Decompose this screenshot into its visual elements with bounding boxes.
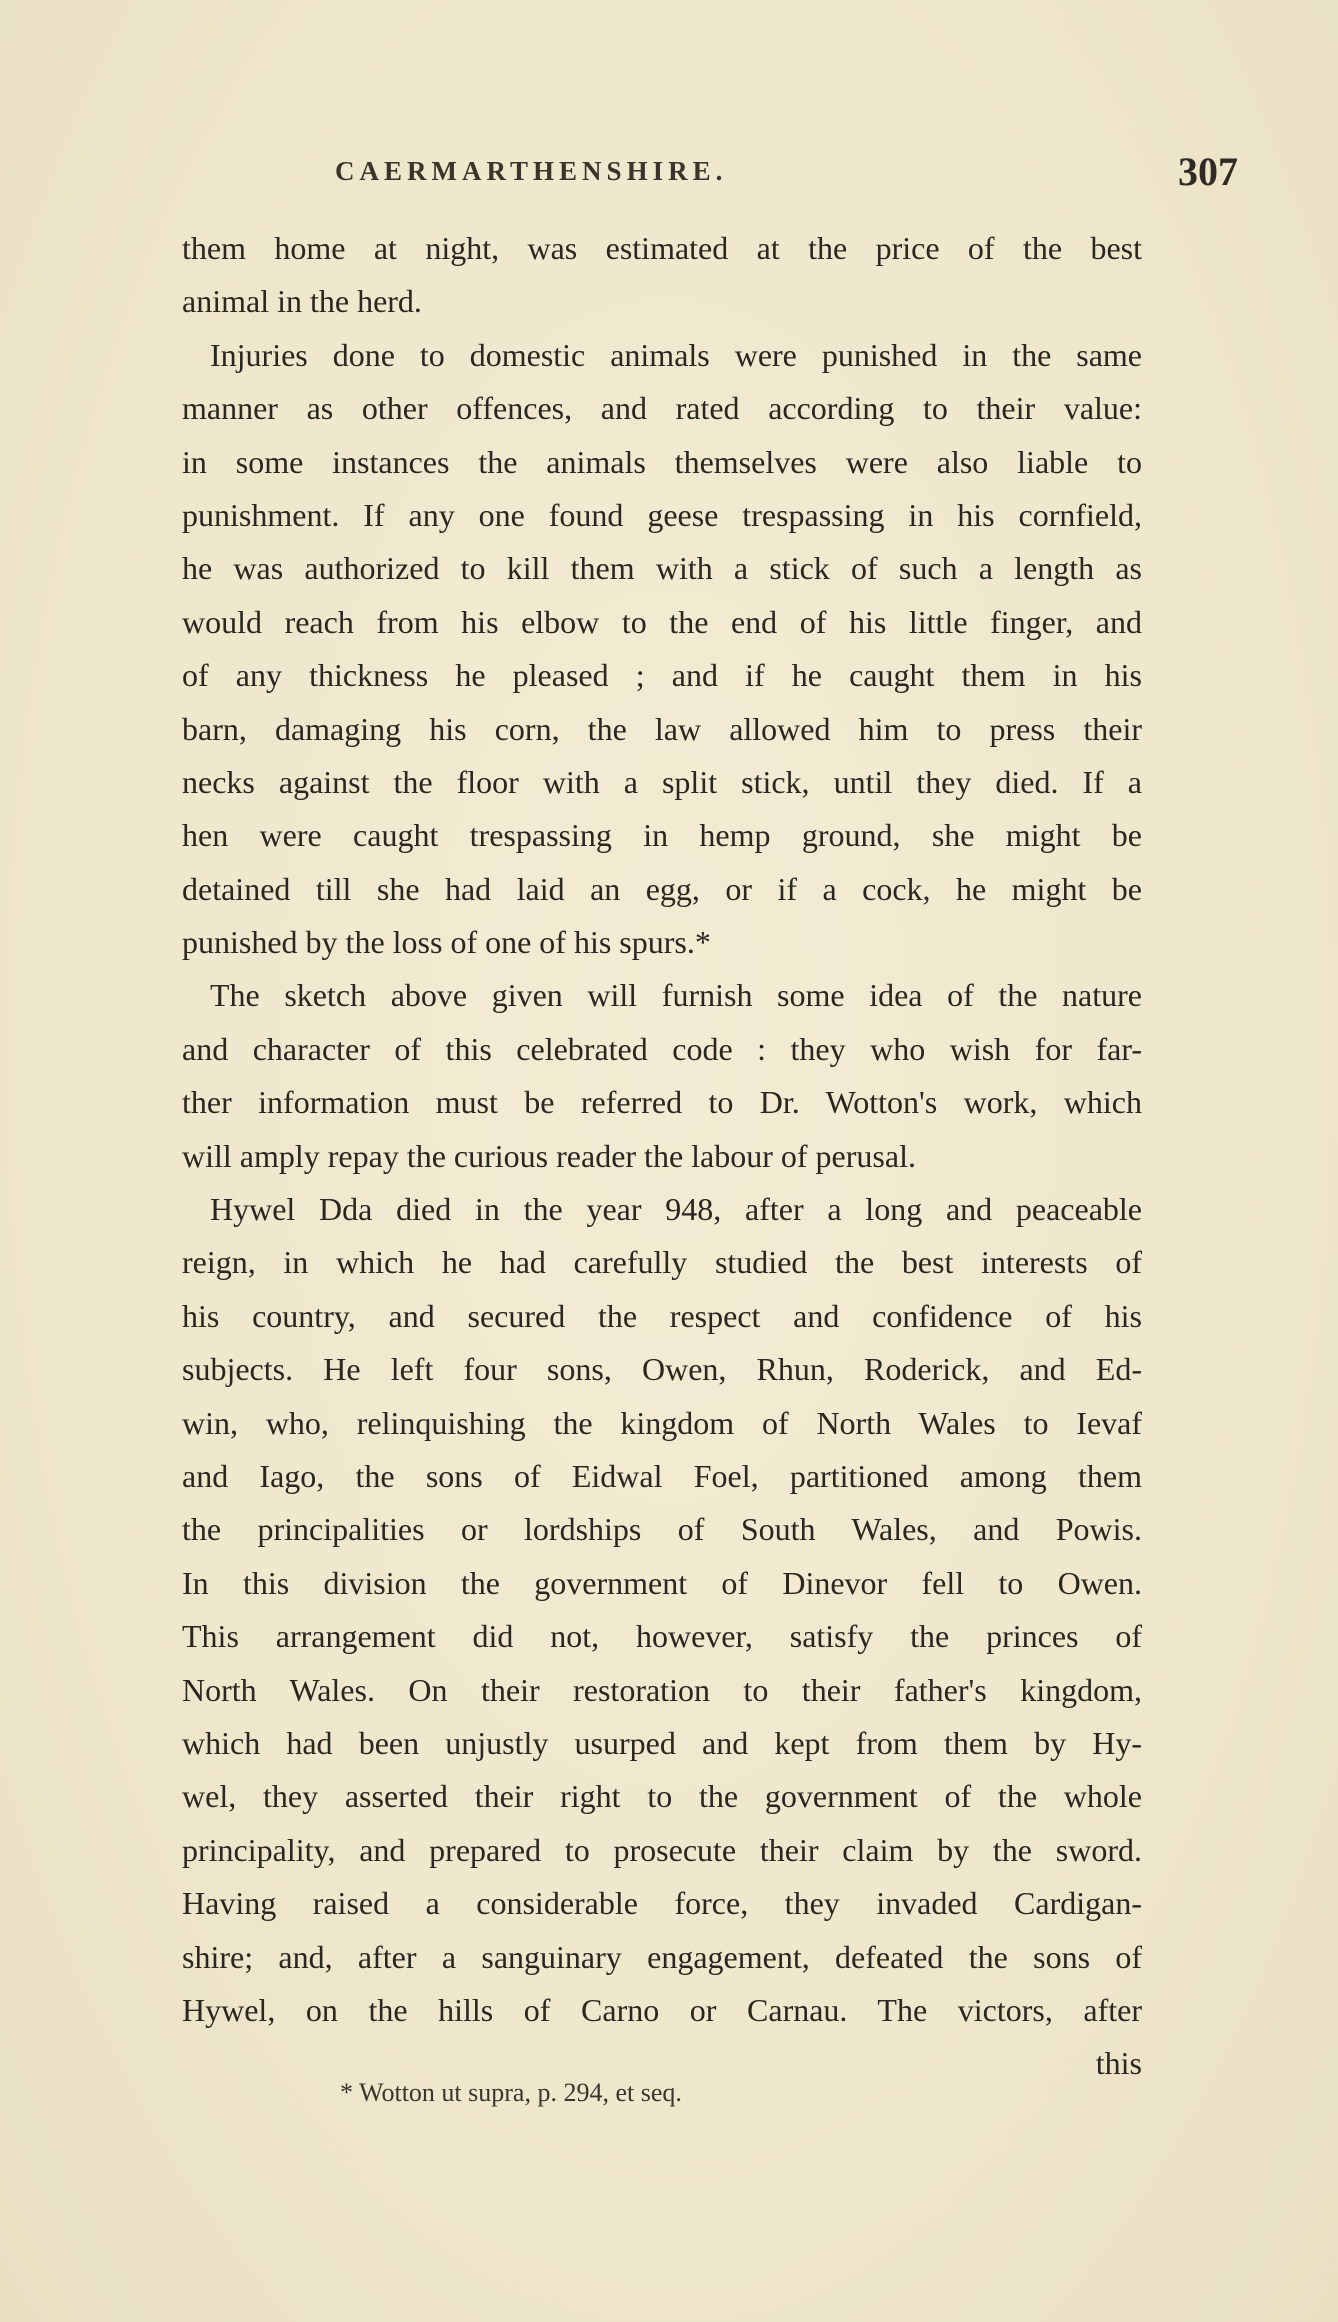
text-line: This arrangement did not, however, satisfy the princes of	[182, 1618, 1142, 1655]
body-text	[182, 222, 1142, 2091]
text-line: wel, they asserted their right to the government of the whole	[182, 1778, 1142, 1815]
text-line: animal in the herd.	[182, 283, 422, 320]
text-line: Hywel, on the hills of Carno or Carnau. The victors, after	[182, 1991, 1142, 2028]
text-line: subjects. He left four sons, Owen, Rhun, Roderick, and Ed-	[182, 1351, 1142, 1388]
text-line: reign, in which he had carefully studied the best interests of	[182, 1244, 1142, 1281]
text-line: Injuries done to domestic animals were punished in the same	[210, 336, 1142, 373]
text-line: of any thickness he pleased ; and if he caught them in his	[182, 657, 1142, 694]
page-header	[0, 148, 1338, 198]
text-line: in some instances the animals themselves were also liable to	[182, 443, 1142, 480]
text-line: and Iago, the sons of Eidwal Foel, partitioned among them	[182, 1457, 1142, 1494]
text-line: his country, and secured the respect and confidence of his	[182, 1297, 1142, 1334]
footnote: * Wotton ut supra, p. 294, et seq.	[340, 2078, 682, 2107]
text-line: would reach from his elbow to the end of his little finger, and	[182, 603, 1142, 640]
text-line: barn, damaging his corn, the law allowed him to press their	[182, 710, 1142, 747]
text-line: Hywel Dda died in the year 948, after a long and peaceable	[210, 1191, 1142, 1228]
text-line: North Wales. On their restoration to their father's kingdom,	[182, 1671, 1142, 1708]
text-line: punishment. If any one found geese trespassing in his cornfield,	[182, 496, 1142, 533]
running-head: CAERMARTHENSHIRE.	[335, 156, 728, 186]
text-line: them home at night, was estimated at the price of the best	[182, 230, 1142, 266]
text-line: shire; and, after a sanguinary engagement, defeated the sons of	[182, 1938, 1142, 1975]
text-line: Having raised a considerable force, they invaded Cardigan-	[182, 1885, 1142, 1922]
text-line: and character of this celebrated code : they who wish for far-	[182, 1030, 1142, 1067]
text-line: which had been unjustly usurped and kept from them by Hy-	[182, 1724, 1142, 1761]
text-line: he was authorized to kill them with a stick of such a length as	[182, 550, 1142, 587]
text-line: win, who, relinquishing the kingdom of North Wales to Ievaf	[182, 1404, 1142, 1441]
text-line: necks against the floor with a split stick, until they died. If a	[182, 763, 1142, 800]
text-line: In this division the government of Dinevor fell to Owen.	[182, 1564, 1142, 1601]
text-line: the principalities or lordships of South Wales, and Powis.	[182, 1511, 1142, 1548]
text-line: The sketch above given will furnish some idea of the nature	[210, 977, 1142, 1014]
catchword: this	[1095, 2045, 1142, 2082]
text-line: detained till she had laid an egg, or if a cock, he might be	[182, 870, 1142, 907]
text-line: hen were caught trespassing in hemp ground, she might be	[182, 817, 1142, 854]
text-line: punished by the loss of one of his spurs.*	[182, 924, 711, 961]
text-line: principality, and prepared to prosecute their claim by the sword.	[182, 1831, 1142, 1868]
text-line: manner as other offences, and rated according to their value:	[182, 390, 1142, 427]
page-number: 307	[1178, 149, 1238, 194]
text-line: ther information must be referred to Dr. Wotton's work, which	[182, 1084, 1142, 1121]
text-line: will amply repay the curious reader the labour of perusal.	[182, 1137, 916, 1174]
